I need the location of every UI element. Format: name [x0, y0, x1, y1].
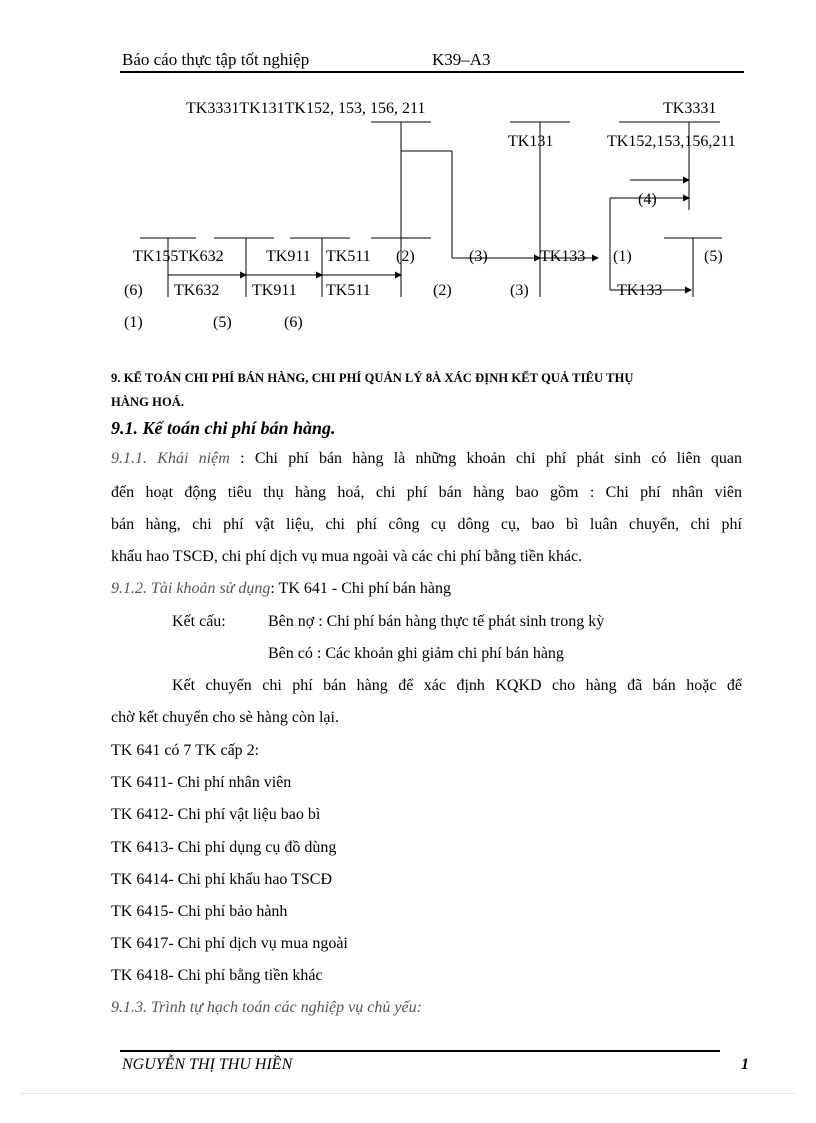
concept-line2: đến hoạt động tiêu thụ hàng hoá, chi phí bán hàng bao gồm : Chi phí nhân viên: [111, 484, 742, 501]
account-line: [111, 580, 451, 598]
account-text: : TK 641 - Chi phí bán hàng: [270, 580, 451, 597]
diagram-tk133: TK133: [540, 248, 586, 265]
diagram-tk632b: TK632: [174, 282, 220, 299]
sub-account-6413: TK 6413- Chi phí dụng cụ đồ dùng: [111, 839, 337, 856]
diagram-tk511: TK511: [326, 248, 371, 265]
diagram-label-2b: (2): [433, 282, 452, 299]
header-title: Báo cáo thực tập tốt nghiệp: [122, 50, 310, 69]
diagram-tk152-right: TK152,153,156,211: [607, 133, 736, 150]
sub-account-6414: TK 6414- Chi phí khấu hao TSCĐ: [111, 871, 333, 888]
diagram-tk3331-right: TK3331: [663, 100, 717, 117]
diagram-tk911: TK911: [266, 248, 311, 265]
diagram-label-3: (3): [469, 248, 488, 265]
transfer-line1: Kết chuyển chi phí bán hàng để xác định KQKD cho hàng đã bán hoặc để: [172, 677, 742, 694]
diagram-row-accounts: TK155TK632: [133, 248, 224, 265]
sub-account-6412: TK 6412- Chi phí vật liệu bao bì: [111, 806, 321, 823]
page-number: 1: [741, 1056, 749, 1073]
diagram-label-1b: (1): [124, 314, 143, 331]
structure-label: Kết cấu:: [172, 613, 226, 630]
diagram-label-6b: (6): [284, 314, 303, 331]
debit-text: Bên nợ : Chi phí bán hàng thực tế phát sinh trong kỳ: [268, 613, 605, 630]
footer-author: NGUYỄN THỊ THU HIỀN: [122, 1056, 293, 1073]
account-label: 9.1.2. Tài khoản sử dụng: [111, 580, 271, 597]
section91-heading: 9.1. Kế toán chi phí bán hàng.: [111, 418, 336, 438]
diagram-label-1: (1): [613, 248, 632, 265]
procedure-heading: 9.1.3. Trình tự hạch toán các nghiệp vụ chủ yếu:: [111, 999, 422, 1016]
sub-account-6411: TK 6411- Chi phí nhân viên: [111, 774, 292, 791]
concept-line4: khấu hao TSCĐ, chi phí dịch vụ mua ngoài và các chi phí bằng tiền khác.: [111, 548, 583, 565]
diagram-tk911b: TK911: [252, 282, 297, 299]
sub-accounts-intro: TK 641 có 7 TK cấp 2:: [111, 742, 260, 759]
concept-line3: bán hàng, chi phí vật liệu, chi phí công cụ dông cụ, bao bì luân chuyển, chi phí: [111, 516, 742, 533]
section9-heading-line2: HÀNG HOÁ.: [111, 395, 185, 409]
diagram-label-3b: (3): [510, 282, 529, 299]
concept-line1: [111, 450, 742, 468]
concept-label: 9.1.1. Khái niệm: [111, 450, 230, 467]
diagram-label-6: (6): [124, 282, 143, 299]
diagram-top-accounts: TK3331TK131TK152, 153, 156, 211: [186, 100, 426, 117]
footer-rule: [120, 1050, 720, 1052]
header-class-code: K39–A3: [432, 50, 491, 69]
diagram-tk131: TK131: [508, 133, 554, 150]
sub-account-6417: TK 6417- Chi phí dịch vụ mua ngoài: [111, 935, 348, 952]
t-account-diagram: [0, 0, 816, 340]
credit-text: Bên có : Các khoản ghi giảm chi phí bán hàng: [268, 645, 564, 662]
diagram-label-4: (4): [638, 191, 657, 208]
concept-text1: : Chi phí bán hàng là những khoản chi phí phát sinh có liên quan: [240, 450, 743, 467]
transfer-line2: chờ kết chuyển cho sè hàng còn lại.: [111, 709, 339, 726]
diagram-tk511b: TK511: [326, 282, 371, 299]
diagram-tk133b: TK133: [617, 282, 663, 299]
diagram-label-5: (5): [704, 248, 723, 265]
sub-account-6418: TK 6418- Chi phí bằng tiền khác: [111, 967, 323, 984]
diagram-label-2: (2): [396, 248, 415, 265]
diagram-label-5b: (5): [213, 314, 232, 331]
sub-account-6415: TK 6415- Chi phí bảo hành: [111, 903, 288, 920]
section9-heading-line1: 9. KẾ TOÁN CHI PHÍ BÁN HÀNG, CHI PHÍ QUẢN LÝ 8À XÁC ĐỊNH KẾT QUẢ TIÊU THỤ: [111, 371, 634, 385]
page-bottom-border: [20, 1093, 796, 1094]
